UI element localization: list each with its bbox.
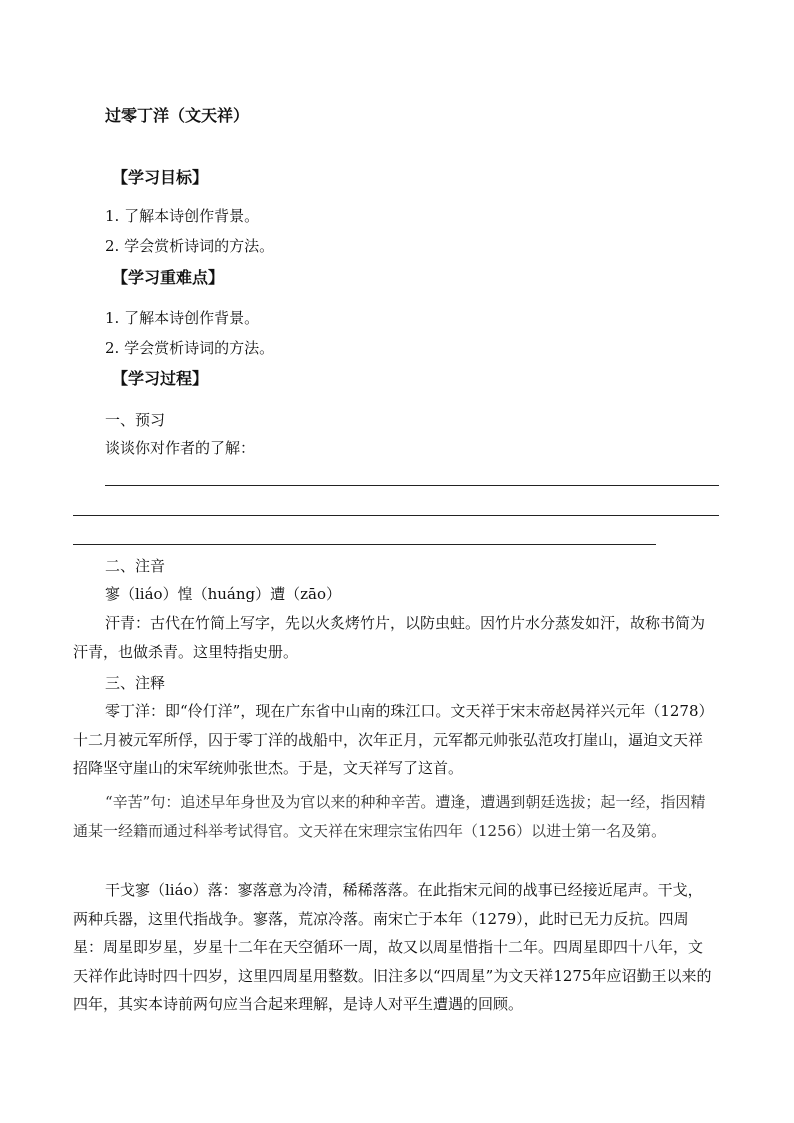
preview-heading: 一、预习 [105,411,166,429]
notes-text-3: 干戈寥（liáo）落：寥落意为冷清，稀稀落落。在此指宋元间的战事已经接近尾声。干戈，两种兵器，这里代指战争。寥落，荒凉冷落。南宋亡于本年（1279），此时已无力反抗。四周星：周星即岁星，岁星十二年在天空循环一周，故又以周星惜指十二年。四周星即四十八年，文天祥作此诗时四十四岁，这里四周星用整数。旧注多以“四周星”为文天祥1275年应诏勤王以来的四年，其实本诗前两句应当合起来理解，是诗人对平生遭遇的回顾。 [73,881,712,1014]
notes-paragraph-1 [73,697,713,783]
goal-item-2: 2. 学会赏析诗词的方法。 [105,237,275,255]
notes-heading: 三、注释 [105,674,166,692]
hanqing-paragraph [73,609,713,666]
page-title: 过零丁洋（文天祥） [105,106,250,125]
goal-item-1: 1. 了解本诗创作背景。 [105,207,260,225]
phonetics-heading: 二、注音 [105,557,166,575]
key-point-item-2: 2. 学会赏析诗词的方法。 [105,339,275,357]
notes-paragraph-2 [73,788,713,845]
answer-line-2[interactable] [73,515,719,516]
goals-heading: 【学习目标】 [112,168,209,187]
hanqing-text: 汗青：古代在竹简上写字，先以火炙烤竹片，以防虫蛀。因竹片水分蒸发如汗，故称书简为汗青，也做杀青。这里特指史册。 [73,614,706,661]
notes-text-1: 零丁洋：即“伶仃洋”，现在广东省中山南的珠江口。文天祥于宋末帝赵昺祥兴元年（1278）十二月被元军所俘，囚于零丁洋的战船中，次年正月，元军都元帅张弘范攻打崖山，逼迫文天祥招降坚守崖山的宋军统帅张世杰。于是，文天祥写了这首。 [73,702,707,778]
answer-line-1[interactable] [105,485,719,486]
notes-paragraph-3 [73,876,713,1019]
key-points-heading: 【学习重难点】 [112,268,225,287]
notes-text-2: “辛苦”句：追述早年身世及为官以来的种种辛苦。遭逢，遭遇到朝廷选拔；起一经，指因精通某一经籍而通过科举考试得官。文天祥在宋理宗宝佑四年（1256）以进士第一名及第。 [73,793,706,840]
phonetics-line: 寥（liáo）惶（huáng）遭（zāo） [105,585,341,603]
process-heading: 【学习过程】 [112,369,209,388]
key-point-item-1: 1. 了解本诗创作背景。 [105,309,260,327]
answer-line-3[interactable] [73,544,656,545]
preview-prompt: 谈谈你对作者的了解： [105,439,256,457]
